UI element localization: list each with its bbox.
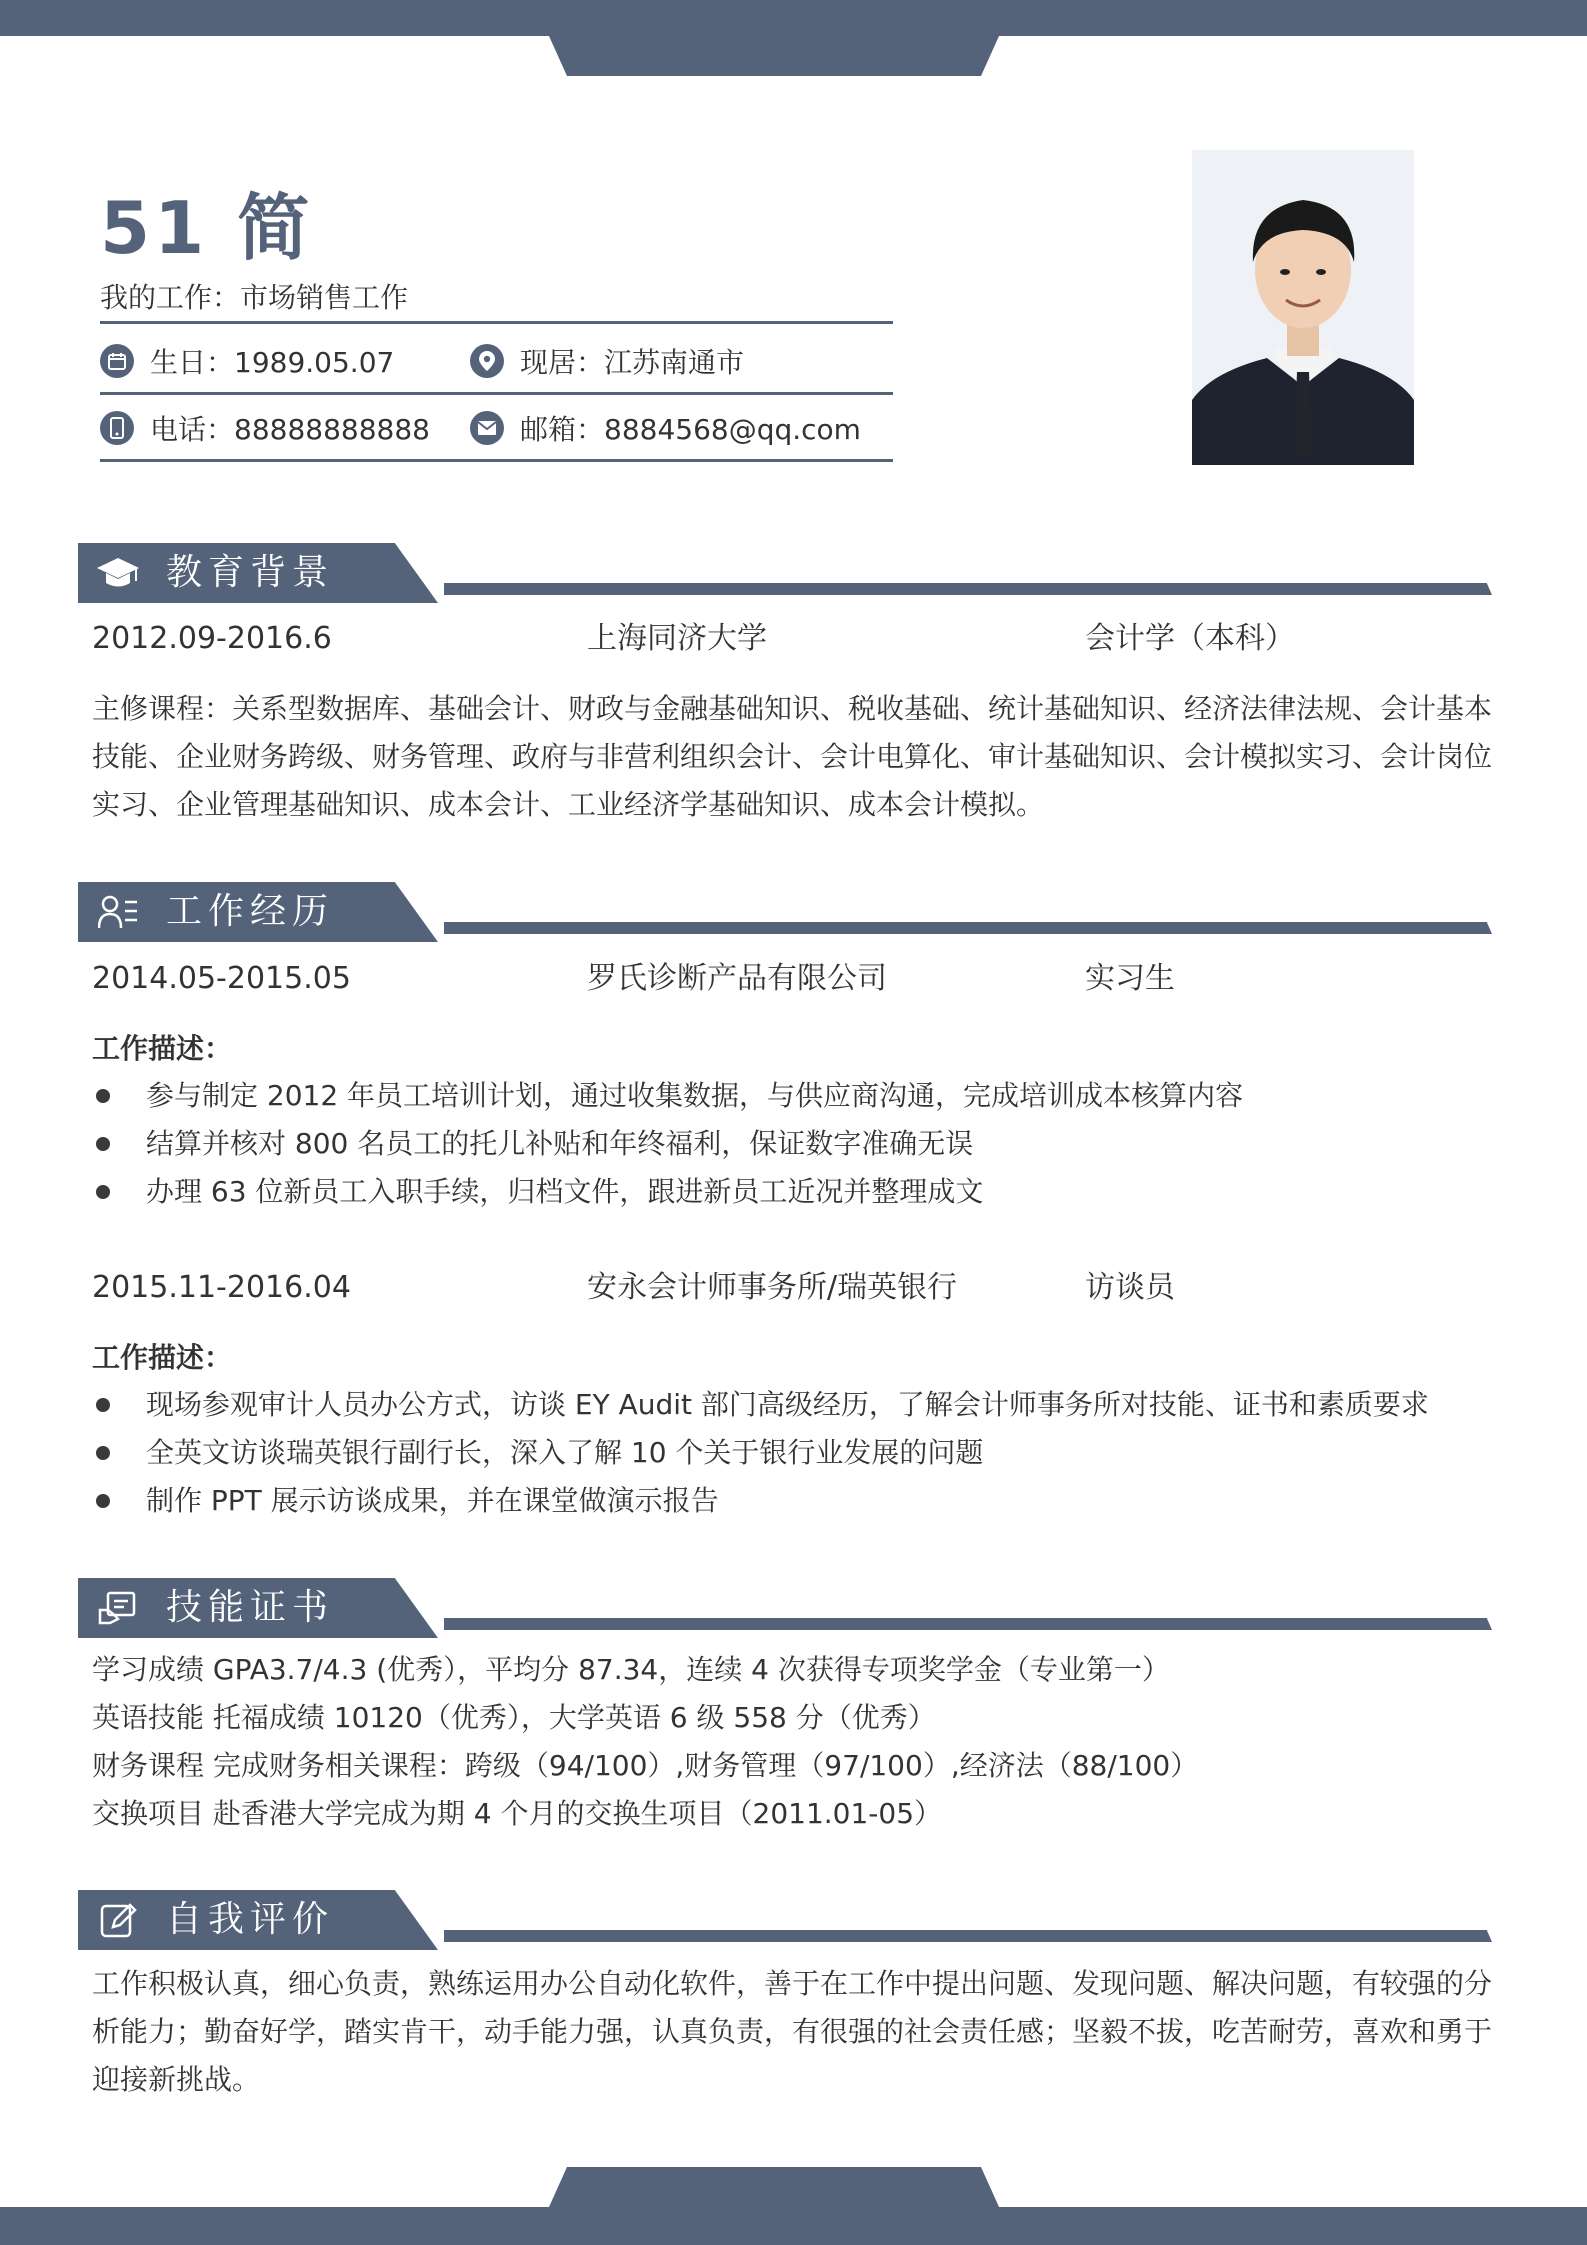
list-item: 现场参观审计人员办公方式，访谈 EY Audit 部门高级经历，了解会计师事务所对技能、证书和素质要求 <box>92 1381 1472 1429</box>
header-divider-1 <box>100 321 893 324</box>
list-item: 全英文访谈瑞英银行副行长，深入了解 10 个关于银行业发展的问题 <box>92 1429 1472 1477</box>
section-stripe <box>444 583 1492 595</box>
phone-icon <box>100 411 134 445</box>
section-stripe <box>444 1930 1492 1942</box>
job-desc-label: 工作描述： <box>92 1032 233 1065</box>
phone-info <box>100 401 430 455</box>
profile-photo <box>1192 150 1414 465</box>
list-item: 英语技能 托福成绩 10120（优秀），大学英语 6 级 558 分（优秀） <box>92 1701 936 1734</box>
education-period: 2012.09-2016.6 <box>92 621 332 656</box>
section-stripe <box>444 922 1492 934</box>
header-divider-3 <box>100 459 893 462</box>
education-school: 上海同济大学 <box>587 621 767 656</box>
section-title: 工作经历 <box>166 891 335 932</box>
education-courses: 主修课程：关系型数据库、基础会计、财政与金融基础知识、税收基础、统计基础知识、经济法律法规、会计基本技能、企业财务跨级、财务管理、政府与非营利组织会计、会计电算化、审计基础知识、会计模拟实习、会计岗位实习、企业管理基础知识、成本会计、工业经济学基础知识、成本会计模拟。 <box>92 692 1493 821</box>
job-objective: 我的工作：市场销售工作 <box>100 281 409 314</box>
top-band <box>0 0 1587 36</box>
person-list-icon <box>96 892 140 932</box>
phone-text: 电话：88888888888 <box>150 413 430 446</box>
email-text: 邮箱：8884568@qq.com <box>520 413 861 446</box>
section-title: 教育背景 <box>166 552 335 593</box>
job-role: 实习生 <box>1085 961 1175 996</box>
job-role: 访谈员 <box>1085 1270 1175 1305</box>
job-bullets <box>92 1381 1472 1525</box>
list-item: 结算并核对 800 名员工的托儿补贴和年终福利，保证数字准确无误 <box>92 1120 1472 1168</box>
edit-pen-icon <box>96 1900 140 1940</box>
header-divider-2 <box>100 392 893 395</box>
education-row <box>92 617 1492 661</box>
section-stripe <box>444 1618 1492 1630</box>
job-company: 罗氏诊断产品有限公司 <box>587 961 887 996</box>
section-header-work <box>78 882 1492 942</box>
section-title: 技能证书 <box>166 1587 335 1628</box>
job-company: 安永会计师事务所/瑞英银行 <box>587 1270 958 1305</box>
birth-info <box>100 334 394 388</box>
residence-info <box>470 334 744 388</box>
list-item: 财务课程 完成财务相关课程：跨级（94/100）,财务管理（97/100）,经济法（88/100） <box>92 1749 1199 1782</box>
skills-list <box>92 1646 1492 1838</box>
birth-text: 生日：1989.05.07 <box>150 346 395 379</box>
job-period: 2015.11-2016.04 <box>92 1270 351 1305</box>
certificate-hand-icon <box>96 1588 140 1628</box>
bottom-band <box>0 2207 1587 2245</box>
section-header-self-eval <box>78 1890 1492 1950</box>
section-header-skills <box>78 1578 1492 1638</box>
list-item: 学习成绩 GPA3.7/4.3 (优秀），平均分 87.34，连续 4 次获得专项奖学金（专业第一） <box>92 1653 1170 1686</box>
location-pin-icon <box>470 344 504 378</box>
calendar-icon <box>100 344 134 378</box>
list-item: 交换项目 赴香港大学完成为期 4 个月的交换生项目（2011.01-05） <box>92 1797 943 1830</box>
job-period: 2014.05-2015.05 <box>92 961 351 996</box>
job-bullets <box>92 1072 1472 1216</box>
education-major: 会计学（本科） <box>1085 621 1295 656</box>
list-item: 参与制定 2012 年员工培训计划，通过收集数据，与供应商沟通，完成培训成本核算内容 <box>92 1072 1472 1120</box>
mail-icon <box>470 411 504 445</box>
graduation-cap-icon <box>96 553 140 593</box>
residence-text: 现居：江苏南通市 <box>520 346 745 379</box>
job-row <box>92 957 1492 1001</box>
job-desc-label: 工作描述： <box>92 1341 233 1374</box>
list-item: 制作 PPT 展示访谈成果，并在课堂做演示报告 <box>92 1477 1472 1525</box>
email-info <box>470 401 861 455</box>
section-title: 自我评价 <box>166 1899 335 1940</box>
job-row <box>92 1266 1492 1310</box>
resume-name: 51 简 <box>100 186 314 270</box>
list-item: 办理 63 位新员工入职手续，归档文件，跟进新员工近况并整理成文 <box>92 1168 1472 1216</box>
bottom-tab-decoration <box>549 2167 999 2207</box>
self-eval-text: 工作积极认真，细心负责，熟练运用办公自动化软件，善于在工作中提出问题、发现问题、解决问题，有较强的分析能力；勤奋好学，踏实肯干，动手能力强，认真负责，有很强的社会责任感；坚毅不拔，吃苦耐劳，喜欢和勇于迎接新挑战。 <box>92 1967 1493 2096</box>
top-tab-decoration <box>549 36 999 76</box>
section-header-education <box>78 543 1492 603</box>
